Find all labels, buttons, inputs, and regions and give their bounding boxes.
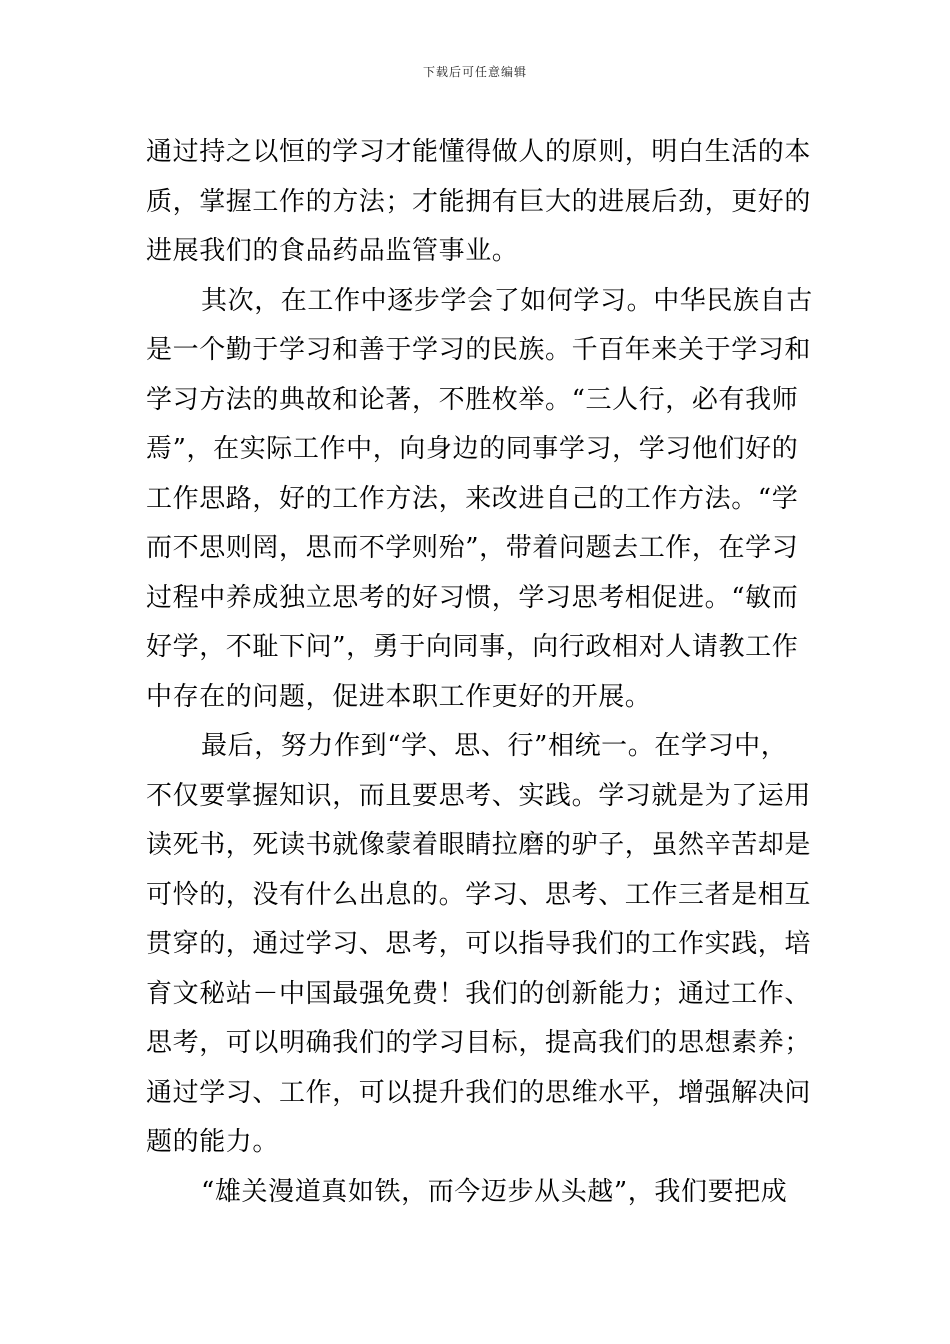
text-line: 焉”，在实际工作中，向身边的同事学习，学习他们好的 [146,434,799,464]
text-line: 不仅要掌握知识，而且要思考、实践。学习就是为了运用 [146,780,812,811]
body-text [146,128,826,1217]
text-line: 思考，可以明确我们的学习目标，提高我们的思想素养； [146,1028,812,1058]
text-line: 可怜的，没有什么出息的。学习、思考、工作三者是相互 [146,879,812,910]
text-line: 是一个勤于学习和善于学习的民族。千百年来关于学习和 [146,335,812,365]
paragraph-first-line: 其次，在工作中逐步学会了如何学习。中华民族自古 [201,285,813,316]
text-line: 而不思则罔，思而不学则殆”，带着问题去工作，在学习 [146,533,799,563]
text-line: 工作思路，好的工作方法，来改进自己的工作方法。“学 [146,483,799,514]
text-line: 进展我们的食品药品监管事业。 [146,236,519,266]
text-line: 好学，不耻下问”，勇于向同事，向行政相对人请教工作 [146,632,799,662]
paragraph-first-line: 最后，努力作到“学、思、行”相统一。在学习中， [201,731,788,761]
text-line: 学习方法的典故和论著，不胜枚举。“三人行，必有我师 [146,384,799,415]
text-line: 题的能力。 [146,1127,280,1157]
text-line: 中存在的问题，促进本职工作更好的开展。 [146,681,652,712]
text-line: 贯穿的，通过学习、思考，可以指导我们的工作实践，培 [146,929,812,959]
paragraph-first-line: “雄关漫道真如铁，而今迈步从头越”，我们要把成 [201,1176,788,1207]
text-line: 通过学习、工作，可以提升我们的思维水平，增强解决问 [146,1077,812,1108]
page-header-caption: 下载后可任意编辑 [422,65,527,79]
text-line: 通过持之以恒的学习才能懂得做人的原则，明白生活的本 [146,137,812,167]
text-line: 读死书，死读书就像蒙着眼睛拉磨的驴子，虽然辛苦却是 [146,830,812,860]
text-line: 质，掌握工作的方法；才能拥有巨大的进展后劲，更好的 [146,186,812,217]
text-line: 育文秘站－中国最强免费！我们的创新能力；通过工作、 [146,978,812,1009]
text-line: 过程中养成独立思考的好习惯，学习思考相促进。“敏而 [146,582,799,613]
